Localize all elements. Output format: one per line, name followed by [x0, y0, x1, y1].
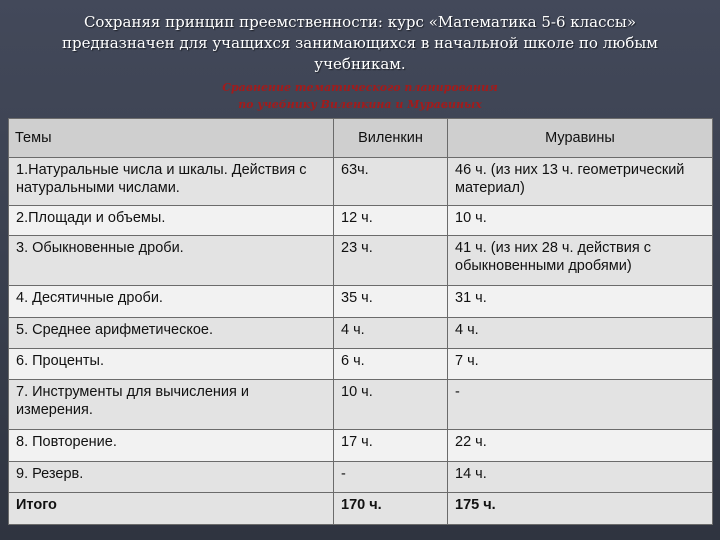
vilenkin-hours-cell: 12 ч.: [334, 206, 448, 236]
table-row: [9, 430, 713, 462]
title-line-1: Сохраняя принцип преемственности: курс «Математика 5-6 классы»: [83, 13, 637, 31]
vilenkin-hours-cell: 35 ч.: [334, 286, 448, 318]
topic-cell: 8. Повторение.: [9, 430, 334, 462]
total-label-cell: Итого: [9, 493, 334, 525]
table-row: [9, 158, 713, 206]
muraviny-hours-cell: 31 ч.: [448, 286, 713, 318]
muraviny-hours-cell: 41 ч. (из них 28 ч. действия с обыкновенными дробями): [448, 236, 713, 286]
topic-cell: 5. Среднее арифметическое.: [9, 318, 334, 349]
muraviny-hours-cell: 22 ч.: [448, 430, 713, 462]
topic-cell: 4. Десятичные дроби.: [9, 286, 334, 318]
title-line-3: учебникам.: [314, 55, 406, 73]
vilenkin-total-cell: 170 ч.: [334, 493, 448, 525]
vilenkin-hours-cell: 10 ч.: [334, 380, 448, 430]
vilenkin-hours-cell: -: [334, 462, 448, 493]
slide-title: [0, 12, 720, 75]
muraviny-hours-cell: 46 ч. (из них 13 ч. геометрический материал): [448, 158, 713, 206]
table-row: [9, 380, 713, 430]
muraviny-hours-cell: 4 ч.: [448, 318, 713, 349]
vilenkin-hours-cell: 63ч.: [334, 158, 448, 206]
topic-cell: 3. Обыкновенные дроби.: [9, 236, 334, 286]
topic-cell: 1.Натуральные числа и шкалы. Действия с натуральными числами.: [9, 158, 334, 206]
header-muraviny: Муравины: [448, 119, 713, 158]
table-row: [9, 349, 713, 380]
title-line-2: предназначен для учащихся занимающихся в начальной школе по любым: [62, 34, 658, 52]
topic-cell: 9. Резерв.: [9, 462, 334, 493]
table-header-row: [9, 119, 713, 158]
topic-cell: 7. Инструменты для вычисления и измерения.: [9, 380, 334, 430]
table-row: [9, 206, 713, 236]
header-vilenkin: Виленкин: [334, 119, 448, 158]
total-row: [9, 493, 713, 525]
topic-cell: 6. Проценты.: [9, 349, 334, 380]
topic-cell: 2.Площади и объемы.: [9, 206, 334, 236]
table-row: [9, 236, 713, 286]
table-row: [9, 462, 713, 493]
vilenkin-hours-cell: 17 ч.: [334, 430, 448, 462]
header-topics: Темы: [9, 119, 334, 158]
subtitle-line-1: Сравнение тематического планирования: [222, 81, 498, 94]
vilenkin-hours-cell: 4 ч.: [334, 318, 448, 349]
muraviny-hours-cell: 10 ч.: [448, 206, 713, 236]
slide-subtitle: [0, 79, 720, 113]
table-row: [9, 286, 713, 318]
vilenkin-hours-cell: 6 ч.: [334, 349, 448, 380]
table-row: [9, 318, 713, 349]
muraviny-hours-cell: 14 ч.: [448, 462, 713, 493]
muraviny-hours-cell: -: [448, 380, 713, 430]
muraviny-total-cell: 175 ч.: [448, 493, 713, 525]
vilenkin-hours-cell: 23 ч.: [334, 236, 448, 286]
comparison-table: [8, 118, 713, 525]
subtitle-line-2: по учебнику Виленкина и Муравиных: [238, 98, 482, 111]
muraviny-hours-cell: 7 ч.: [448, 349, 713, 380]
